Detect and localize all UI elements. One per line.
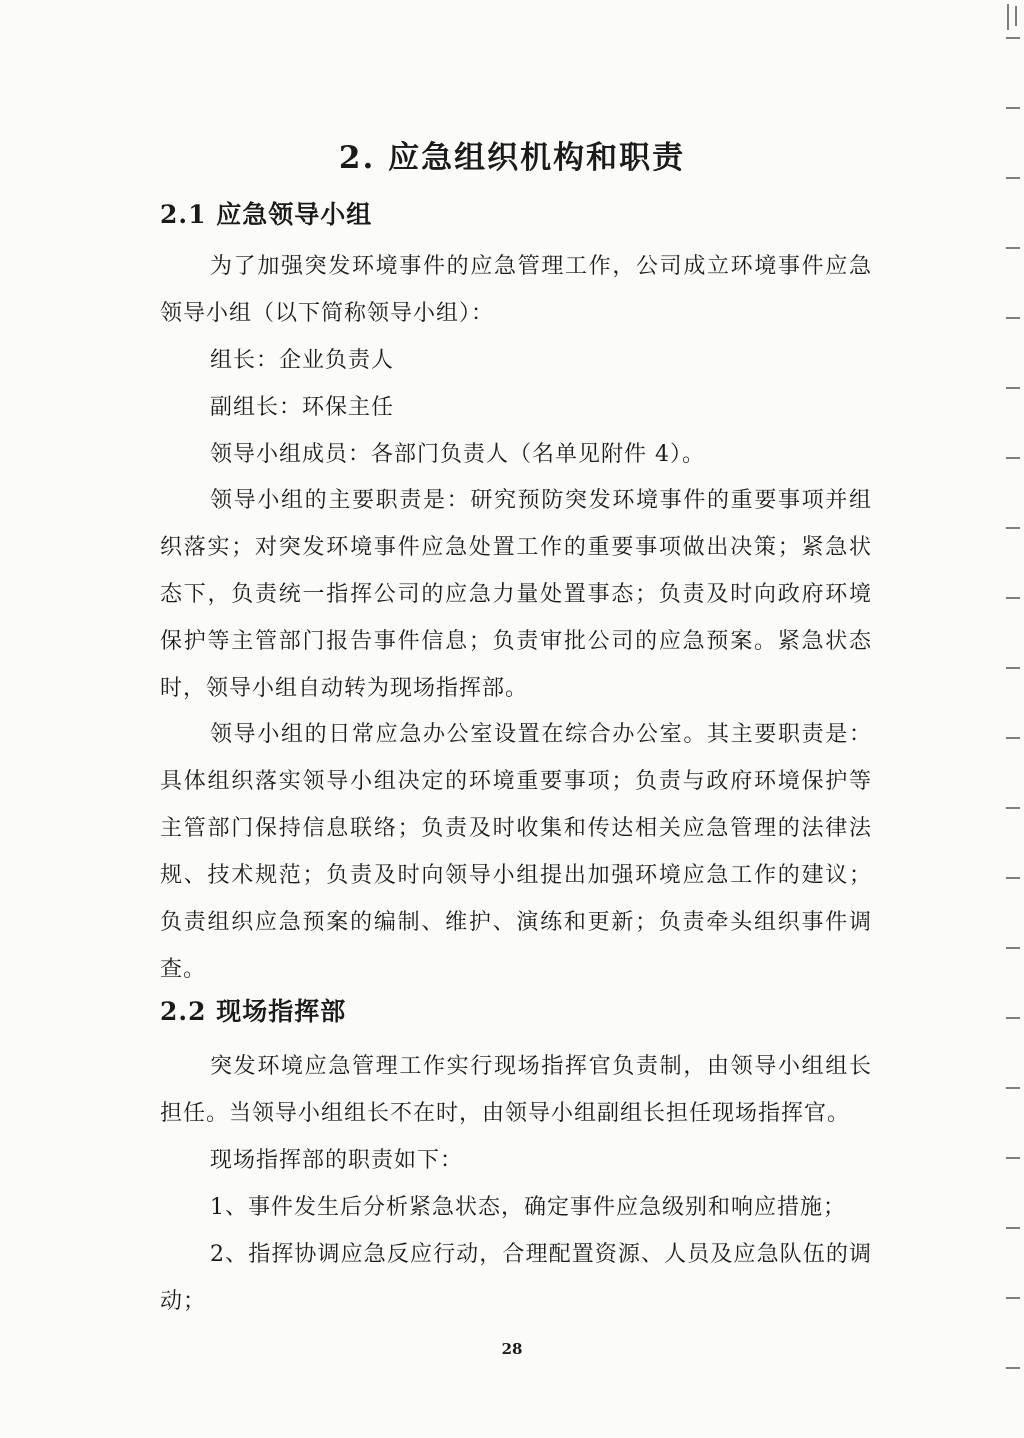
leadership-duties: 领导小组的主要职责是：研究预防突发环境事件的重要事项并组织落实；对突发环境事件应急处置工作的重要事项做出决策；紧急状态下，负责统一指挥公司的应急力量处置事态；负责及时向政府环境保护等主管部门报告事件信息；负责审批公司的应急预案。紧急状态时，领导小组自动转为现场指挥部。: [160, 488, 872, 701]
office-duties: 领导小组的日常应急办公室设置在综合办公室。其主要职责是：具体组织落实领导小组决定的环境重要事项；负责与政府环境保护等主管部门保持信息联络；负责及时收集和传达相关应急管理的法律法规、技术规范；负责及时向领导小组提出加强环境应急工作的建议；负责组织应急预案的编制、维护、演练和更新；负责牵头组织事件调查。: [160, 722, 872, 982]
page-number: 28: [501, 1340, 523, 1358]
role-leader: 组长：企业负责人: [210, 348, 395, 373]
binding-edge-marks: [984, 0, 1024, 1438]
role-members: 领导小组成员：各部门负责人（名单见附件 4）。: [210, 442, 705, 467]
role-deputy-leader: 副组长：环保主任: [210, 395, 395, 420]
command-duty-item-2: 2、指挥协调应急反应行动，合理配置资源、人员及应急队伍的调动；: [160, 1242, 872, 1314]
section-heading-2-2: 2.2 现场指挥部: [160, 997, 347, 1026]
command-duty-item-1: 1、事件发生后分析紧急状态，确定事件应急级别和响应措施；: [210, 1195, 846, 1220]
section-2-1-intro: 为了加强突发环境事件的应急管理工作，公司成立环境事件应急领导小组（以下简称领导小组）：: [160, 254, 872, 326]
section-heading-2-1: 2.1 应急领导小组: [160, 200, 373, 229]
command-duties-lead: 现场指挥部的职责如下：: [210, 1148, 464, 1173]
page-title: 2. 应急组织机构和职责: [338, 140, 686, 176]
section-2-2-intro: 突发环境应急管理工作实行现场指挥官负责制，由领导小组组长担任。当领导小组组长不在时，由领导小组副组长担任现场指挥官。: [160, 1054, 872, 1126]
